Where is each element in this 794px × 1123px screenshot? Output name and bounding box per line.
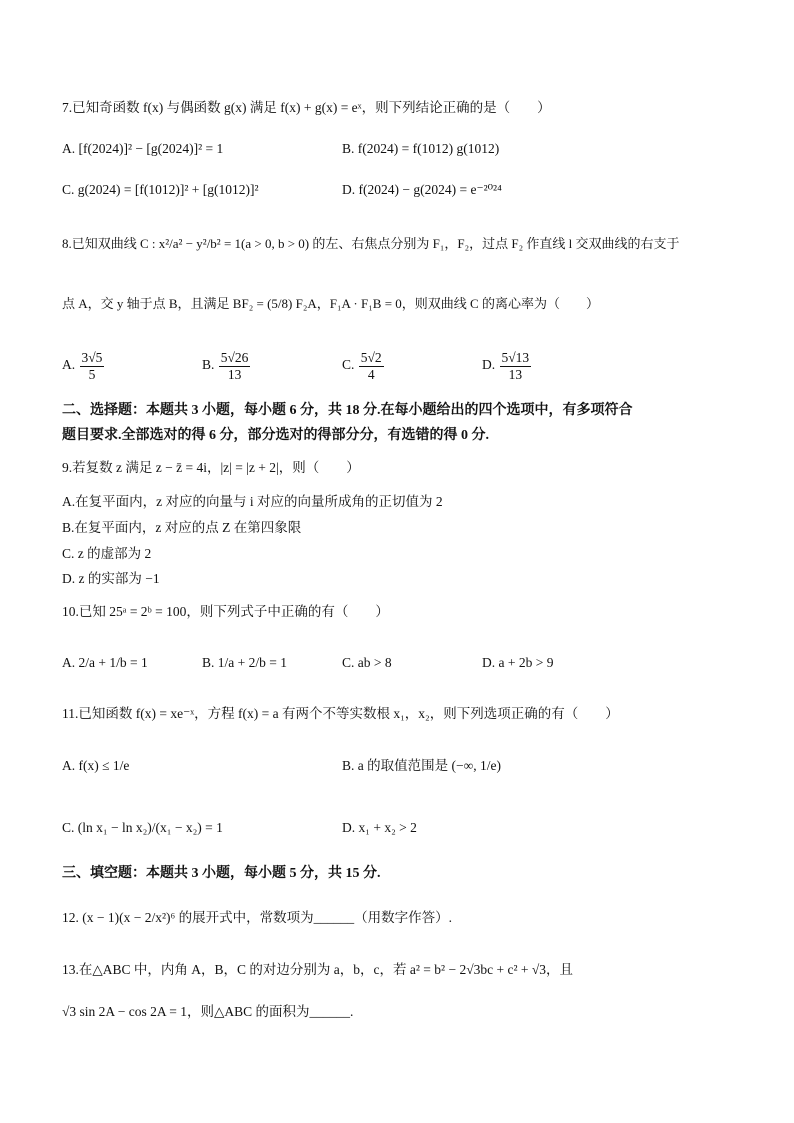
q8-option-a-numerator: 3√5 bbox=[81, 350, 103, 365]
q8-option-a-denominator: 5 bbox=[88, 366, 96, 382]
q8-option-b-denominator: 13 bbox=[227, 366, 242, 382]
q8-stem-line1: 8.已知双曲线 C : x²/a² − y²/b² = 1(a > 0, b > 0) 的左、右焦点分别为 F₁，F₂，过点 F₂ 作直线 l 交双曲线的右支于 bbox=[62, 236, 680, 251]
q11-stem: 11.已知函数 f(x) = xe⁻ˣ，方程 f(x) = a 有两个不等实数根 x₁，x₂，则下列选项正确的有（ ） bbox=[62, 706, 619, 721]
q7-option-b: B. f(2024) = f(1012) g(1012) bbox=[342, 141, 500, 156]
q9-option-a: A.在复平面内，z 对应的向量与 i 对应的向量所成角的正切值为 2 bbox=[62, 494, 443, 509]
section3-heading: 三、填空题：本题共 3 小题，每小题 5 分，共 15 分. bbox=[62, 866, 381, 881]
q8-option-c-denominator: 4 bbox=[367, 366, 375, 382]
q11-option-c: C. (ln x₁ − ln x₂)/(x₁ − x₂) = 1 bbox=[62, 820, 223, 835]
q8-option-c-label: C. bbox=[342, 357, 355, 373]
q9-option-d: D. z 的实部为 −1 bbox=[62, 571, 160, 586]
q13-stem-line1: 13.在△ABC 中，内角 A，B，C 的对边分别为 a，b，c，若 a² = b² − 2√3bc + c² + √3，且 bbox=[62, 962, 574, 977]
q7-option-c: C. g(2024) = [f(1012)]² + [g(1012)]² bbox=[62, 182, 259, 197]
q7-stem: 7.已知奇函数 f(x) 与偶函数 g(x) 满足 f(x) + g(x) = eˣ，则下列结论正确的是（ ） bbox=[62, 100, 551, 115]
q8-option-b-label: B. bbox=[202, 357, 215, 373]
q7-option-a: A. [f(2024)]² − [g(2024)]² = 1 bbox=[62, 141, 224, 156]
q8-option-c-fraction bbox=[359, 350, 384, 382]
q8-option-d-fraction bbox=[500, 350, 532, 382]
q8-option-a bbox=[62, 350, 105, 382]
q8-stem-line2: 点 A，交 y 轴于点 B，且满足 BF₂ = (5/8) F₂A，F₁A · F₁B = 0，则双曲线 C 的离心率为（ ） bbox=[62, 296, 599, 311]
q9-option-b: B.在复平面内，z 对应的点 Z 在第四象限 bbox=[62, 520, 302, 535]
q8-option-d-label: D. bbox=[482, 357, 496, 373]
section2-heading-line2: 题目要求.全部选对的得 6 分，部分选对的得部分分，有选错的得 0 分. bbox=[62, 428, 489, 443]
q10-option-b: B. 1/a + 2/b = 1 bbox=[202, 655, 287, 670]
q8-option-b bbox=[202, 350, 251, 382]
q8-option-c bbox=[342, 350, 385, 382]
q10-stem: 10.已知 25ᵃ = 2ᵇ = 100，则下列式子中正确的有（ ） bbox=[62, 604, 389, 619]
q8-option-b-fraction bbox=[219, 350, 251, 382]
q8-option-d bbox=[482, 350, 532, 382]
q7-option-d: D. f(2024) − g(2024) = e⁻²⁰²⁴ bbox=[342, 182, 502, 197]
section2-heading-line1: 二、选择题：本题共 3 小题，每小题 6 分，共 18 分.在每小题给出的四个选项中，有多项符合 bbox=[62, 403, 633, 418]
q10-option-a: A. 2/a + 1/b = 1 bbox=[62, 655, 148, 670]
q8-option-b-numerator: 5√26 bbox=[220, 350, 249, 365]
q8-option-d-denominator: 13 bbox=[508, 366, 523, 382]
q8-option-c-numerator: 5√2 bbox=[360, 350, 382, 365]
q9-stem: 9.若复数 z 满足 z − z̄ = 4i，|z| = |z + 2|，则（ ） bbox=[62, 460, 360, 475]
q8-option-a-fraction bbox=[80, 350, 105, 382]
q10-option-c: C. ab > 8 bbox=[342, 655, 392, 670]
q8-option-d-numerator: 5√13 bbox=[501, 350, 530, 365]
q13-stem-line2: √3 sin 2A − cos 2A = 1，则△ABC 的面积为______. bbox=[62, 1004, 354, 1019]
q11-option-d: D. x₁ + x₂ > 2 bbox=[342, 820, 417, 835]
q10-option-d: D. a + 2b > 9 bbox=[482, 655, 554, 670]
q11-option-b: B. a 的取值范围是 (−∞, 1/e) bbox=[342, 758, 501, 773]
q8-option-a-label: A. bbox=[62, 357, 76, 373]
q11-option-a: A. f(x) ≤ 1/e bbox=[62, 758, 130, 773]
q12-stem: 12. (x − 1)(x − 2/x²)⁶ 的展开式中，常数项为______（用数字作答）. bbox=[62, 910, 452, 925]
q9-option-c: C. z 的虚部为 2 bbox=[62, 546, 152, 561]
